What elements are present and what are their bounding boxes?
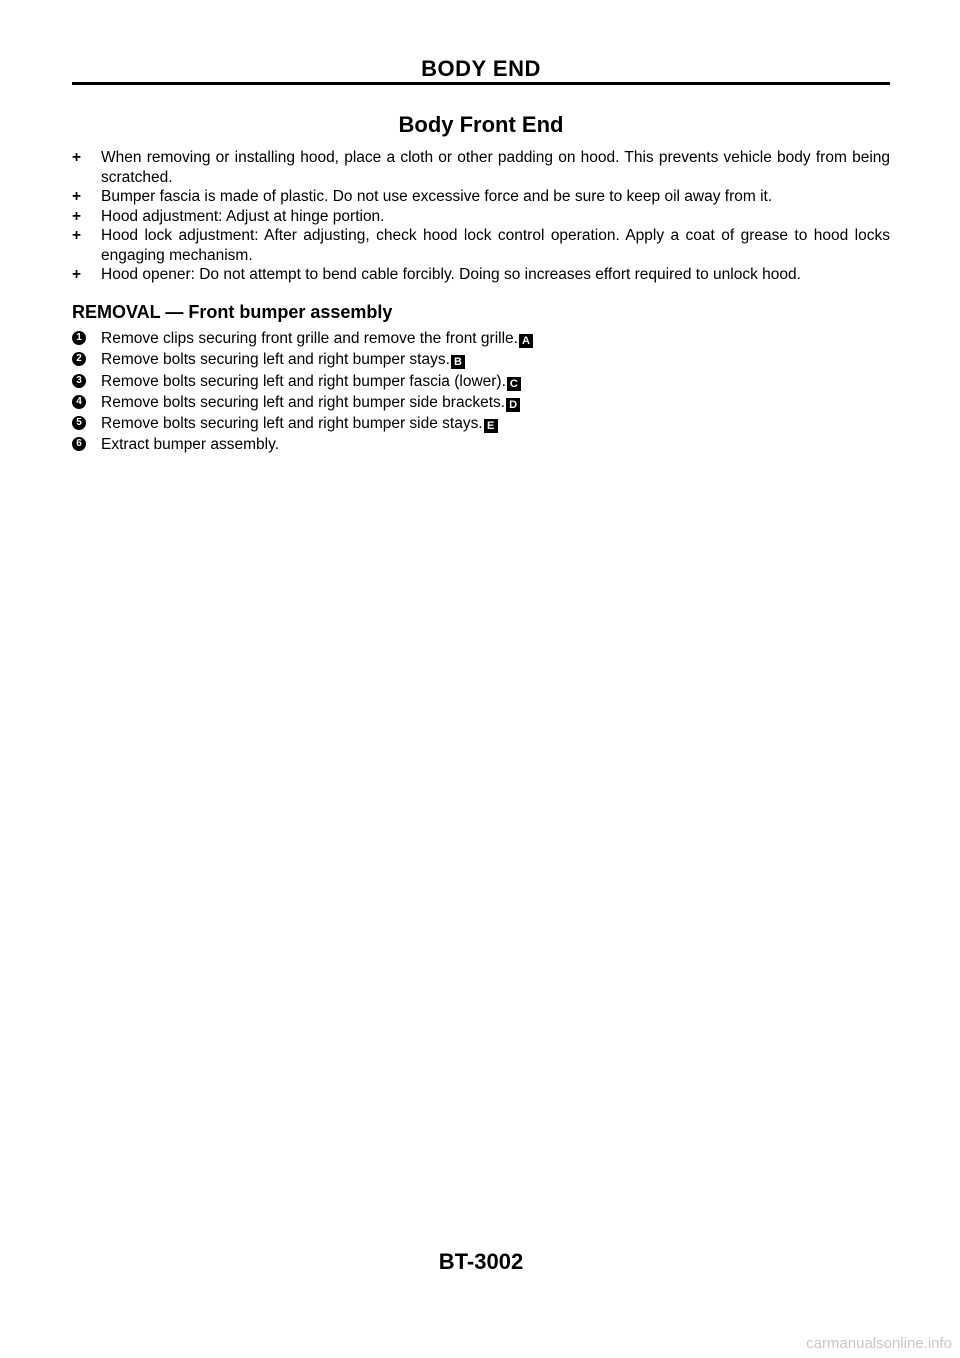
header-rule: [72, 82, 890, 85]
step-item: [72, 392, 890, 413]
bullet-mark: +: [72, 266, 82, 283]
step-number-icon: 3: [72, 374, 86, 388]
precautions-list: [72, 148, 890, 285]
bullet-text: When removing or installing hood, place a cloth or other padding on hood. This prevents vehicle body from being scratched.: [101, 149, 890, 186]
section-header: BODY END: [421, 56, 541, 81]
page-number: BT-3002: [438, 1249, 524, 1274]
step-item: [72, 328, 890, 349]
bullet-text: Hood opener: Do not attempt to bend cable forcibly. Doing so increases effort required to unlock hood.: [101, 266, 801, 283]
list-item: [72, 265, 890, 285]
figure-ref-badge: A: [519, 334, 533, 348]
step-item: [72, 371, 890, 392]
list-item: [72, 148, 890, 187]
removal-steps: [72, 328, 890, 456]
step-text: Remove clips securing front grille and remove the front grille.: [101, 330, 518, 347]
bullet-mark: +: [72, 207, 82, 225]
removal-heading: REMOVAL — Front bumper assembly: [72, 302, 393, 322]
bullet-mark: +: [72, 227, 82, 244]
list-item: [72, 226, 890, 265]
bullet-text: Hood lock adjustment: After adjusting, check hood lock control operation. Apply a coat of grease to hood locks engaging mechanism.: [101, 227, 890, 264]
step-text: Remove bolts securing left and right bumper stays.: [101, 351, 450, 369]
list-item: [72, 207, 890, 227]
watermark: carmanualsonline.info: [806, 1335, 952, 1352]
step-number-icon: 6: [72, 437, 86, 451]
step-text: Remove bolts securing left and right bumper side stays.: [101, 415, 483, 433]
step-number-icon: 4: [72, 395, 86, 409]
step-text: Remove bolts securing left and right bumper side brackets.: [101, 393, 506, 411]
figure-ref-badge: B: [451, 355, 465, 369]
figure-ref-badge: C: [507, 377, 521, 391]
figure-ref-badge: D: [506, 398, 520, 412]
list-item: [72, 187, 890, 207]
bullet-mark: +: [72, 149, 82, 166]
bullet-text: Bumper fascia is made of plastic. Do not use excessive force and be sure to keep oil away from it.: [101, 188, 773, 205]
bullet-text: Hood adjustment: Adjust at hinge portion.: [101, 207, 385, 225]
step-item: [72, 413, 890, 434]
bullet-mark: +: [72, 188, 82, 205]
figure-ref-badge: E: [484, 419, 498, 433]
step-number-icon: 5: [72, 416, 86, 430]
step-number-icon: 2: [72, 352, 86, 366]
page-title: Body Front End: [398, 112, 564, 137]
step-number-icon: 1: [72, 331, 86, 345]
step-text: Extract bumper assembly.: [101, 436, 280, 454]
step-item: [72, 434, 890, 455]
step-item: [72, 349, 890, 370]
step-text: Remove bolts securing left and right bumper fascia (lower).: [101, 372, 506, 390]
